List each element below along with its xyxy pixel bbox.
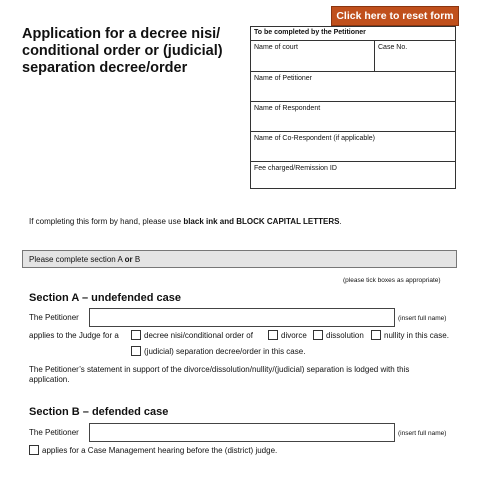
case-management-label: applies for a Case Management hearing before the (district) judge. [42, 446, 278, 455]
fee-field[interactable] [251, 162, 455, 189]
fee-label: Fee charged/Remission ID [254, 165, 337, 172]
respondent-name-label: Name of Respondent [254, 105, 321, 112]
court-name-field[interactable] [251, 41, 375, 71]
dissolution-label: dissolution [326, 331, 364, 340]
applies-label: applies to the Judge for a [29, 331, 119, 340]
respondent-name-field[interactable] [251, 102, 455, 132]
petitioner-box-header: To be completed by the Petitioner [251, 27, 455, 41]
section-a-title: Section A – undefended case [29, 292, 182, 304]
form-title: Application for a decree nisi/ conditional order or (judicial) separation decree/order [22, 26, 223, 76]
divorce-checkbox[interactable] [268, 330, 278, 340]
divorce-label: divorce [281, 331, 307, 340]
section-instruction-bar: Please complete section A or B [22, 250, 457, 268]
dissolution-checkbox[interactable] [313, 330, 323, 340]
nullity-label: nullity in this case. [384, 331, 449, 340]
decree-nisi-label: decree nisi/conditional order of [144, 331, 253, 340]
decree-nisi-checkbox[interactable] [131, 330, 141, 340]
tick-boxes-note: (please tick boxes as appropriate) [343, 277, 441, 284]
hand-completion-note: If completing this form by hand, please use black ink and BLOCK CAPITAL LETTERS. [29, 217, 342, 226]
separation-checkbox[interactable] [131, 346, 141, 356]
section-a-petitioner-name-input[interactable] [89, 308, 395, 327]
case-no-label: Case No. [378, 44, 408, 51]
petitioner-name-field[interactable] [251, 72, 455, 102]
reset-form-button[interactable]: Click here to reset form [331, 6, 459, 26]
petitioner-info-box [250, 26, 456, 189]
section-a-petitioner-label: The Petitioner [29, 313, 79, 322]
section-b-title: Section B – defended case [29, 406, 169, 418]
co-respondent-name-label: Name of Co-Respondent (if applicable) [254, 135, 376, 142]
court-name-label: Name of court [254, 44, 298, 51]
section-b-petitioner-name-input[interactable] [89, 423, 395, 442]
petitioner-name-label: Name of Petitioner [254, 75, 312, 82]
case-management-checkbox[interactable] [29, 445, 39, 455]
case-no-field[interactable] [375, 41, 455, 71]
section-b-insert-name-note: (insert full name) [398, 430, 447, 437]
section-b-petitioner-label: The Petitioner [29, 428, 79, 437]
section-a-insert-name-note: (insert full name) [398, 315, 447, 322]
nullity-checkbox[interactable] [371, 330, 381, 340]
separation-label: (judicial) separation decree/order in this case. [144, 347, 306, 356]
section-a-statement: The Petitioner’s statement in support of the divorce/dissolution/nullity/(judicial) separation is lodged with this application. [29, 365, 410, 384]
co-respondent-name-field[interactable] [251, 132, 455, 162]
court-row [251, 41, 455, 72]
